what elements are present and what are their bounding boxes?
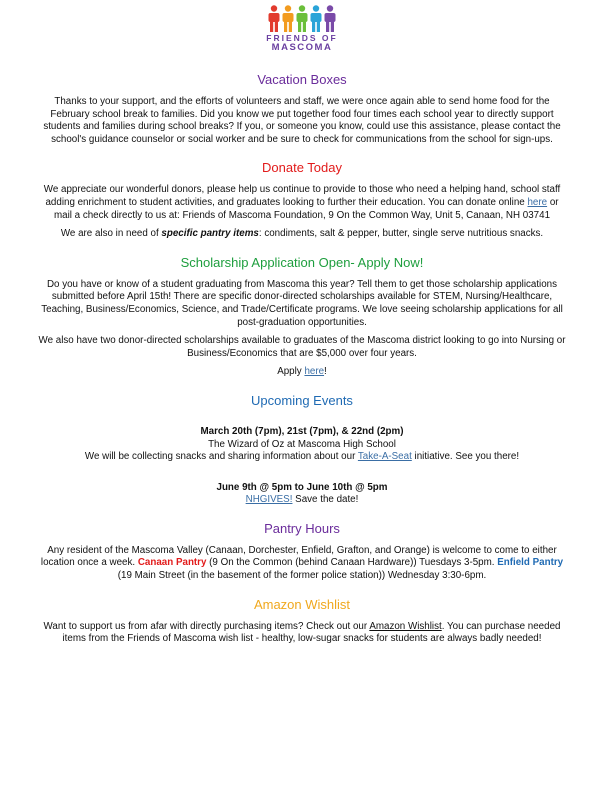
apply-punct: ! [324,366,327,378]
logo-text-friends-of: FRIENDS OF [266,33,338,43]
scholarship-apply-line [38,366,566,379]
amazon-text-part: Want to support us from afar with directly purchasing items? Check out our [43,620,370,632]
donate-text [38,184,566,222]
needs-items-text: : condiments, salt & pepper, butter, single serve nutritious snacks. [258,228,544,240]
newsletter-content [38,72,566,660]
scholarship-apply-link[interactable]: here [304,366,325,378]
logo-text-mascoma: MASCOMA [271,42,333,53]
logo-person-figure [311,5,322,32]
event-1-description [38,451,566,464]
events-heading: Upcoming Events [251,392,353,408]
donate-heading: Donate Today [262,160,342,176]
donate-address-text: or mail a check directly to us at: Friends of Mascoma Foundation, 9 On the Common Way, Unit 5, Canaan, NH 03741 [53,196,559,221]
pantry-hours-heading: Pantry Hours [264,520,340,536]
scholarship-section [38,255,566,379]
event-1-title: The Wizard of Oz at Mascoma High School [208,438,396,450]
pantry-needs-text [38,228,566,241]
friends-of-mascoma-logo [0,4,604,53]
event-2-description [38,494,566,507]
people-figures-icon [265,4,339,34]
logo-person-figure [297,5,308,32]
pantry-hours-text [38,545,566,583]
amazon-wishlist-link[interactable]: Amazon Wishlist [369,620,442,632]
enfield-pantry-detail: (19 Main Street (in the basement of the former police station)) Wednesday 3:30-6pm. [117,570,487,582]
amazon-text-end: . You can purchase needed items from the Friends of Mascoma wish list - healthy, low-sugar snacks for students are always badly needed! [62,620,561,645]
events-section [38,393,566,507]
apply-text: Apply [277,366,305,378]
needs-text-part: We are also in need of [60,228,162,240]
logo-person-figure [283,5,294,32]
donate-online-link[interactable]: here [527,196,548,208]
take-a-seat-link[interactable]: Take-A-Seat [357,451,412,463]
event-1-desc-part: We will be collecting snacks and sharing information about our [84,451,358,463]
event-2-date-text: June 9th @ 5pm to June 10th @ 5pm [216,481,388,493]
vacation-boxes-section [38,72,566,146]
event-1-date-text: March 20th (7pm), 21st (7pm), & 22nd (2pm) [200,425,404,437]
scholarship-text-2: We also have two donor-directed scholarships available to graduates of the Mascoma district looking to go into Nursing or Business/Economics that are $5,000 over four years. [38,335,566,359]
needs-emphasis: specific pantry items [161,228,259,240]
amazon-wishlist-text [38,621,566,646]
event-1-date [38,426,566,439]
canaan-pantry-detail: (9 On the Common (behind Canaan Hardware)) Tuesdays 3-5pm. [206,557,498,569]
pantry-intro: Any resident of the Mascoma Valley (Canaan, Dorchester, Enfield, Grafton, and Orange) is welcome to come to either location once a week. [40,544,557,569]
event-2-desc-end: Save the date! [292,494,359,506]
donate-text-part: We appreciate our wonderful donors, please help us continue to provide to those who need a helping hand, school staff adding enrichment to student activities, and graduates looking to further their education. You can donate online [43,184,561,208]
scholarship-text-1: Do you have or know of a student graduating from Mascoma this year? Tell them to get those scholarship applications submitted before April 15th! There are specific donor-directed scholarships available for STEM, Nursing/Healthcare, Teaching, Business/Economics, Science, and Trade/Certificate programs. We love seeing scholarship applications for all post-graduation opportunities. [41,278,563,328]
vacation-boxes-text: Thanks to your support, and the efforts of volunteers and staff, we were once again able to send home food for the February school break to families. Did you know we put together food four times each school year to directly support students and families during school breaks? If you, or someone you know, could use this assistance, please contact the school's guidance counselor or social worker and be sure to check for communications from the school for sign-ups. [43,96,561,145]
enfield-pantry-label: Enfield Pantry [497,557,564,569]
logo-person-figure [269,5,280,32]
nhgives-link[interactable]: NHGIVES! [245,494,293,506]
event-1-desc-end: initiative. See you there! [411,451,520,463]
amazon-wishlist-heading: Amazon Wishlist [253,596,351,612]
scholarship-heading: Scholarship Application Open- Apply Now! [180,254,424,270]
pantry-hours-section [38,521,566,583]
canaan-pantry-label: Canaan Pantry [137,557,207,569]
vacation-boxes-heading: Vacation Boxes [257,72,347,87]
event-2-date [38,482,566,495]
logo-person-figure [325,5,336,32]
amazon-wishlist-section [38,597,566,646]
donate-section [38,160,566,240]
